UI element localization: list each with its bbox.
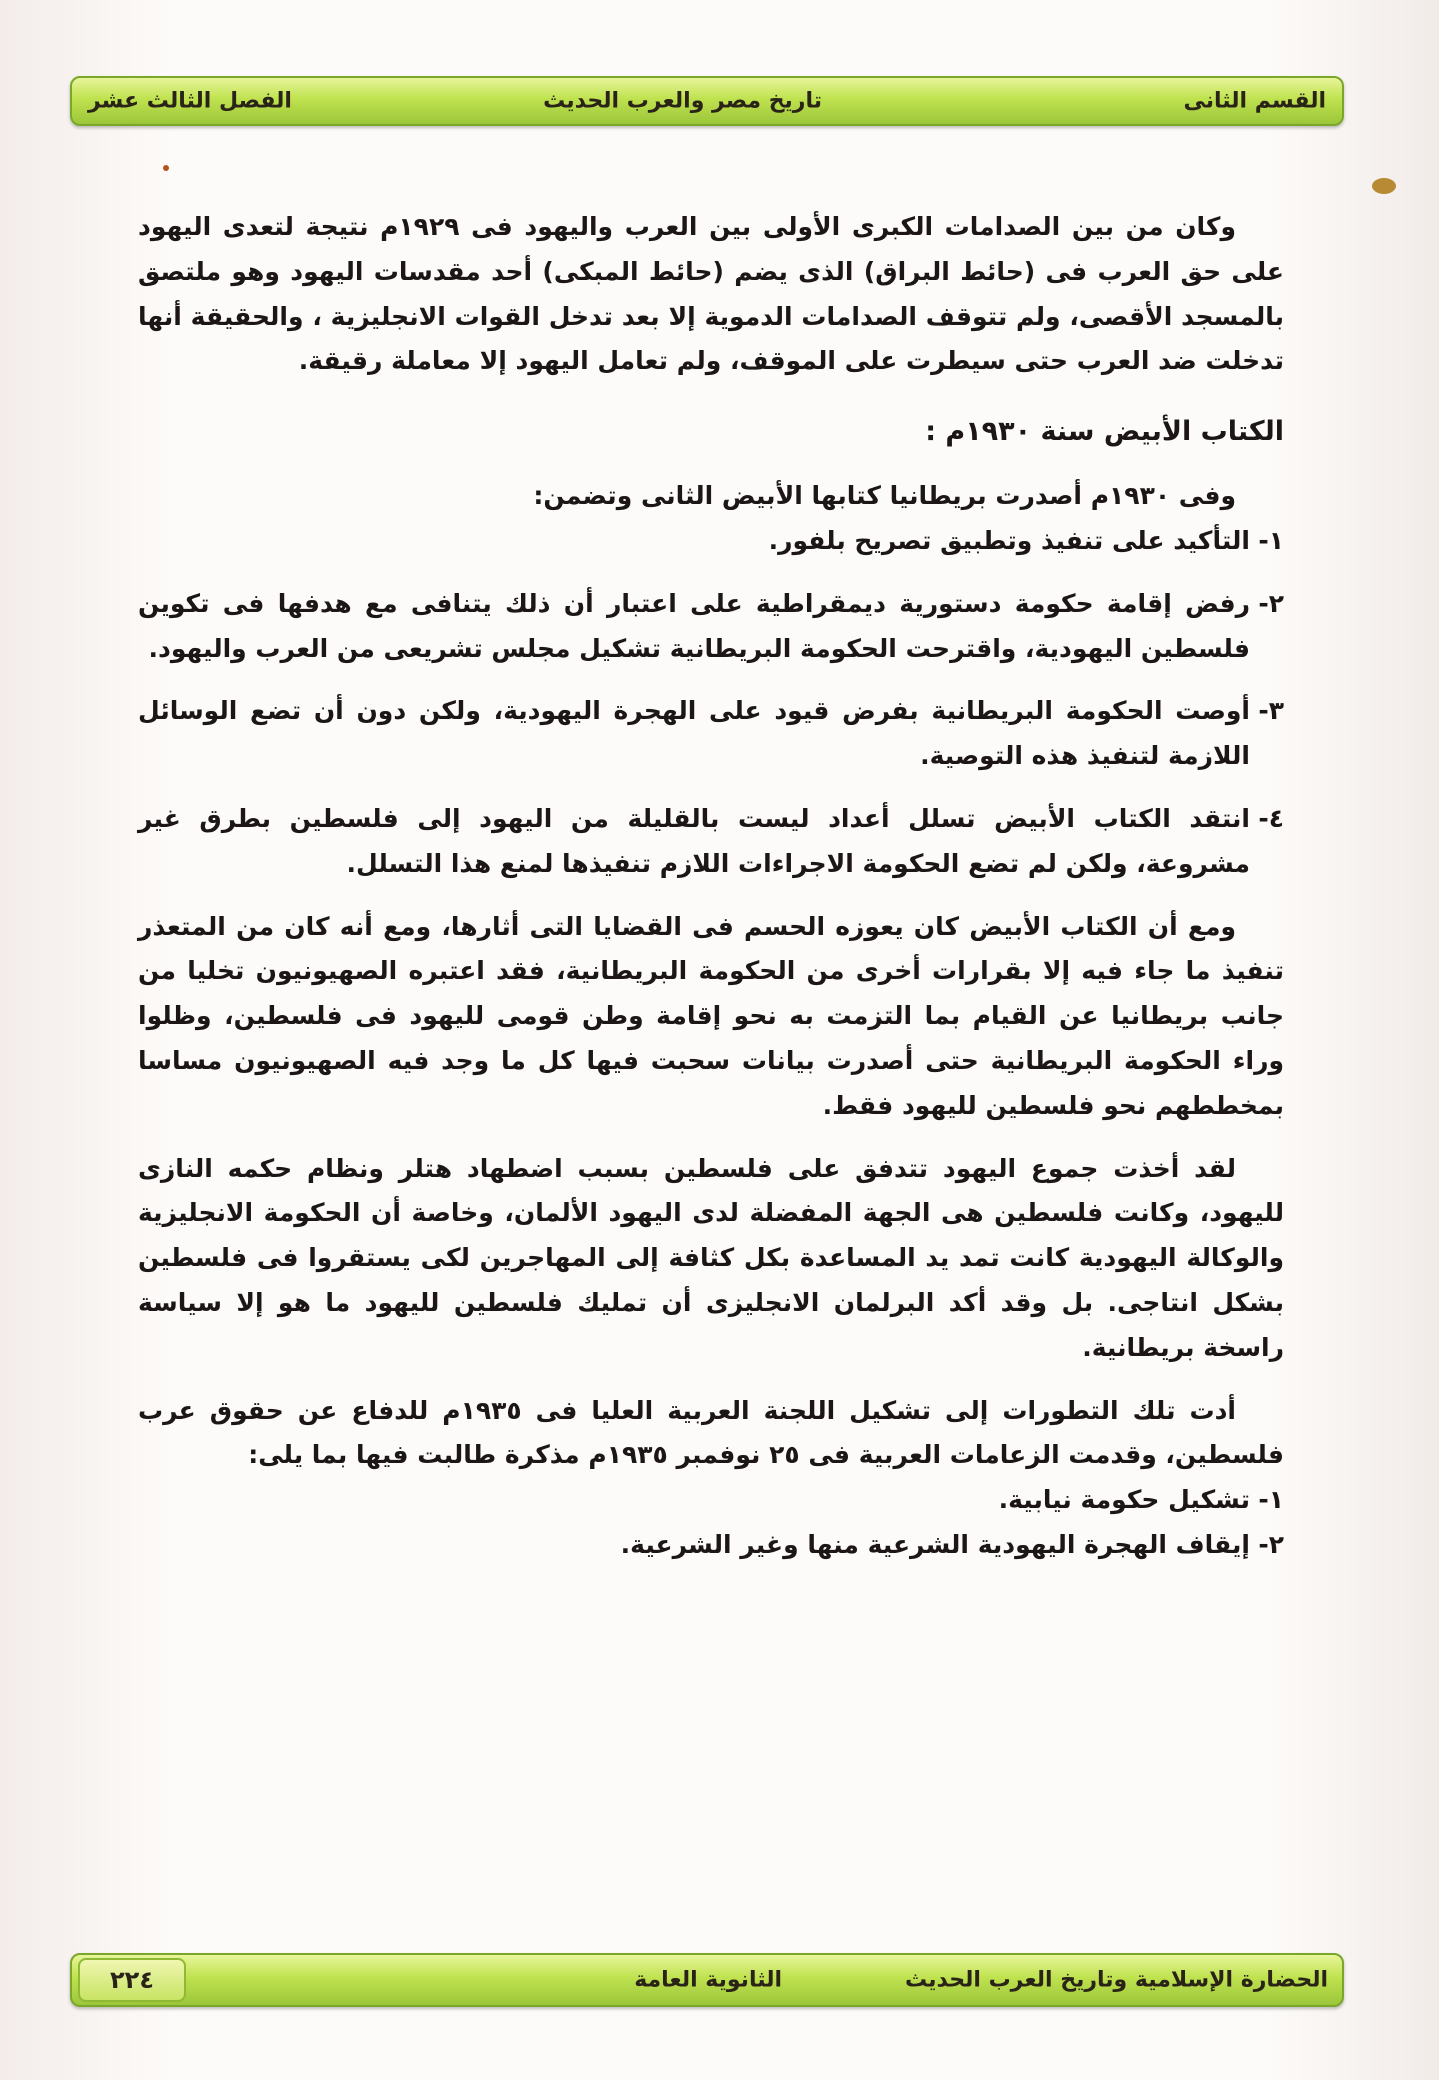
list-item-number: ١-	[1258, 1485, 1284, 1515]
list-item-number: ١-	[1258, 525, 1284, 555]
paragraph-arab-committee: أدت تلك التطورات إلى تشكيل اللجنة العربية العليا فى ١٩٣٥م للدفاع عن حقوق عرب فلسطين، وقدمت الزعامات العربية فى ٢٥ نوفمبر ١٩٣٥م مذكرة طالبت فيها بما يلى:	[138, 1395, 1284, 1470]
list-item-number: ٤-	[1258, 803, 1284, 833]
ink-smudge	[1372, 178, 1396, 194]
header-book-title: تاريخ مصر والعرب الحديث	[543, 88, 822, 114]
list-item	[138, 1478, 1284, 1523]
footer-grade-label: الثانوية العامة	[634, 1967, 782, 1993]
list-item-text: انتقد الكتاب الأبيض تسلل أعداد ليست بالقليلة من اليهود إلى فلسطين بطرق غير مشروعة، ولكن لم تضع الحكومة الاجراءات اللازم تنفيذها لمنع هذا التسلل.	[138, 803, 1250, 878]
list-item	[138, 797, 1284, 887]
paragraph-zionist-reaction: ومع أن الكتاب الأبيض كان يعوزه الحسم فى القضايا التى أثارها، ومع أنه كان من المتعذر تنفيذ ما جاء فيه إلا بقرارات أخرى من الحكومة البريطانية، فقد اعتبره الصهيونيون تخليا من جانب بريطانيا عن القيام بما التزمت به نحو إقامة وطن قومى لليهود فى فلسطين، وظلوا وراء الحكومة البريطانية حتى أصدرت بيانات سحبت فيها كل ما وجد فيه الصهيونيون مساسا بمخططهم نحو فلسطين لليهود فقط.	[138, 911, 1284, 1120]
list-item-text: رفض إقامة حكومة دستورية ديمقراطية على اعتبار أن ذلك يتنافى مع هدفها فى تكوين فلسطين اليهودية، واقترحت الحكومة البريطانية تشكيل مجلس تشريعى من العرب واليهود.	[138, 588, 1250, 663]
page-header	[70, 76, 1344, 126]
page-body	[138, 205, 1284, 1568]
white-paper-intro: وفى ١٩٣٠م أصدرت بريطانيا كتابها الأبيض الثانى وتضمن:	[533, 481, 1236, 511]
paragraph-immigration: لقد أخذت جموع اليهود تتدفق على فلسطين بسبب اضطهاد هتلر ونظام حكمه النازى لليهود، وكانت فلسطين هى الجهة المفضلة لدى اليهود الألمان، وخاصة أن الحكومة الانجليزية والوكالة اليهودية كانت تمد يد المساعدة بكل كثافة إلى المهاجرين لكى يستقروا فى فلسطين بشكل انتاجى. بل وقد أكد البرلمان الانجليزى أن تمليك فلسطين لليهود ما هو إلا سياسة راسخة بريطانية.	[138, 1153, 1284, 1362]
list-item-text: التأكيد على تنفيذ وتطبيق تصريح بلفور.	[768, 525, 1250, 555]
list-item-text: تشكيل حكومة نيابية.	[998, 1485, 1250, 1515]
list-item-number: ٢-	[1258, 1529, 1284, 1559]
ink-dot	[163, 165, 169, 171]
list-item	[138, 519, 1284, 564]
header-chapter-label: الفصل الثالث عشر	[88, 88, 292, 114]
list-item	[138, 1523, 1284, 1568]
page-number: ٢٢٤	[78, 1958, 186, 2002]
list-item-text: أوصت الحكومة البريطانية بفرض قيود على الهجرة اليهودية، ولكن دون أن تضع الوسائل اللازمة لتنفيذ هذه التوصية.	[138, 696, 1250, 771]
list-item	[138, 689, 1284, 779]
list-item	[138, 582, 1284, 672]
page-footer	[70, 1953, 1344, 2007]
section-heading-white-paper: الكتاب الأبيض سنة ١٩٣٠م :	[925, 416, 1284, 448]
footer-book-title: الحضارة الإسلامية وتاريخ العرب الحديث	[905, 1967, 1328, 1993]
list-item-text: إيقاف الهجرة اليهودية الشرعية منها وغير الشرعية.	[620, 1529, 1250, 1559]
header-section-label: القسم الثانى	[1183, 88, 1326, 114]
list-item-number: ٣-	[1258, 696, 1284, 726]
paragraph-1929-clashes: وكان من بين الصدامات الكبرى الأولى بين العرب واليهود فى ١٩٢٩م نتيجة لتعدى اليهود على حق العرب فى (حائط البراق) الذى يضم (حائط المبكى) أحد مقدسات اليهود وهو ملتصق بالمسجد الأقصى، ولم تتوقف الصدامات الدموية إلا بعد تدخل القوات الانجليزية ، والحقيقة أنها تدخلت ضد العرب حتى سيطرت على الموقف، ولم تعامل اليهود إلا معاملة رقيقة.	[138, 212, 1284, 376]
list-item-number: ٢-	[1258, 588, 1284, 618]
